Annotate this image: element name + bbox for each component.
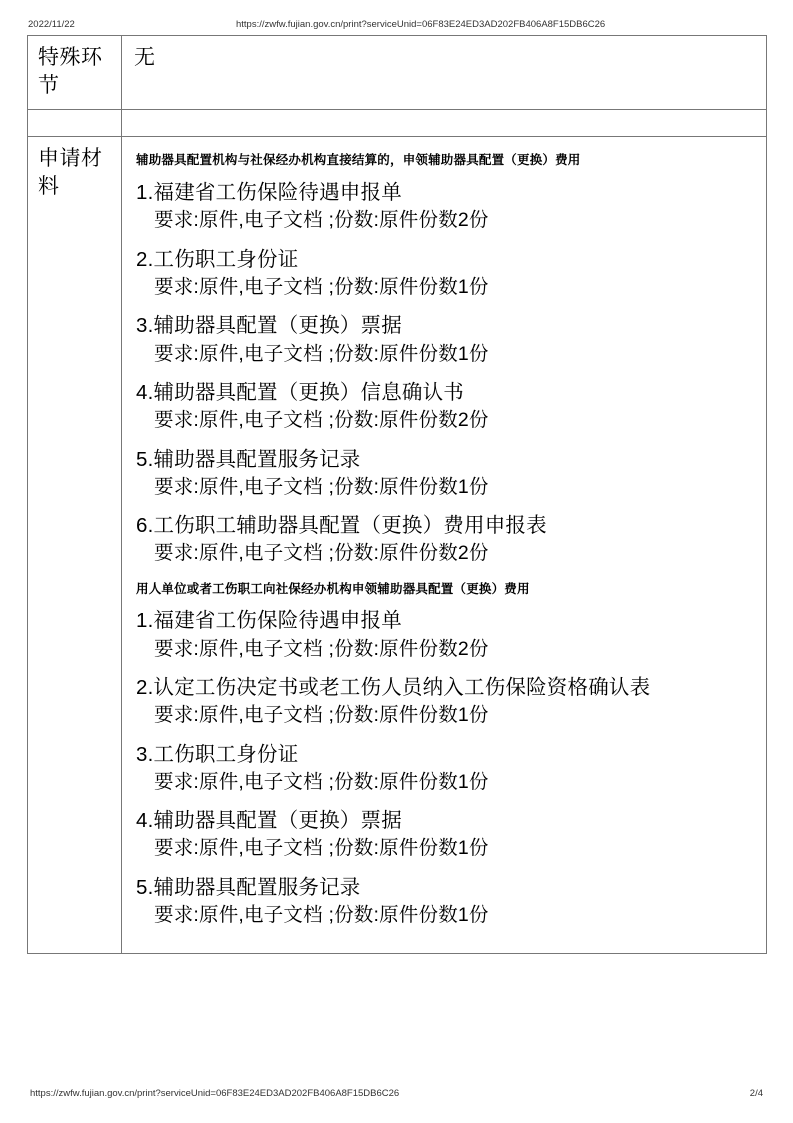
- row-value-special-link: [122, 36, 767, 110]
- table-row-special-link: [28, 36, 767, 110]
- material-item-title: 1.福建省工伤保险待遇申报单: [136, 609, 402, 633]
- material-item-title: 6.工伤职工辅助器具配置（更换）费用申报表: [136, 514, 547, 538]
- material-item-requirement: 要求:原件,电子文档 ;份数:原件份数2份: [154, 542, 489, 565]
- material-group-heading: 辅助器具配置机构与社保经办机构直接结算的，申领辅助器具配置（更换）费用: [136, 153, 581, 168]
- print-header-url: https://zwfw.fujian.gov.cn/print?serviceUnid=06F83E24ED3AD202FB406A8F15DB6C26: [236, 19, 606, 30]
- print-date: 2022/11/22: [28, 19, 75, 30]
- page-number: 2/4: [749, 1088, 763, 1099]
- material-item-requirement: 要求:原件,电子文档 ;份数:原件份数1份: [154, 342, 489, 365]
- material-item-requirement: 要求:原件,电子文档 ;份数:原件份数2份: [154, 409, 489, 432]
- print-header: [0, 18, 793, 32]
- row-label-special-link: 特殊环节: [28, 36, 122, 110]
- material-item-title: 4.辅助器具配置（更换）信息确认书: [136, 380, 464, 404]
- material-item: [136, 380, 756, 434]
- spacer-label-cell: [28, 110, 122, 137]
- material-item-requirement: 要求:原件,电子文档 ;份数:原件份数1份: [154, 903, 489, 926]
- print-footer-url: https://zwfw.fujian.gov.cn/print?serviceUnid=06F83E24ED3AD202FB406A8F15DB6C26: [30, 1088, 400, 1099]
- material-item-requirement: 要求:原件,电子文档 ;份数:原件份数1份: [154, 704, 489, 727]
- material-item: [136, 247, 756, 301]
- row-label-materials: 申请材料: [28, 137, 122, 954]
- print-footer: [0, 1087, 793, 1101]
- spacer-value-cell: [122, 110, 767, 137]
- material-item-title: 2.工伤职工身份证: [136, 247, 299, 271]
- material-item-title: 2.认定工伤决定书或老工伤人员纳入工伤保险资格确认表: [136, 675, 651, 699]
- material-item: [136, 608, 756, 662]
- material-item-requirement: 要求:原件,电子文档 ;份数:原件份数1份: [154, 475, 489, 498]
- material-item: [136, 513, 756, 567]
- service-detail-table: [27, 35, 767, 954]
- material-item-requirement: 要求:原件,电子文档 ;份数:原件份数2份: [154, 637, 489, 660]
- material-group-heading: 用人单位或者工伤职工向社保经办机构申领辅助器具配置（更换）费用: [136, 581, 530, 596]
- material-item-title: 4.辅助器具配置（更换）票据: [136, 809, 402, 833]
- material-item: [136, 675, 756, 729]
- material-item: [136, 313, 756, 367]
- material-item-title: 5.辅助器具配置服务记录: [136, 875, 361, 899]
- table-row-spacer: [28, 110, 767, 137]
- material-item-title: 1.福建省工伤保险待遇申报单: [136, 181, 402, 205]
- materials-list: [132, 145, 756, 928]
- material-item: [136, 180, 756, 234]
- material-item-title: 3.工伤职工身份证: [136, 742, 299, 766]
- material-item: [136, 742, 756, 796]
- material-item-requirement: 要求:原件,电子文档 ;份数:原件份数2份: [154, 209, 489, 232]
- row-value-materials: [122, 137, 767, 954]
- material-item: [136, 875, 756, 929]
- material-item-requirement: 要求:原件,电子文档 ;份数:原件份数1份: [154, 770, 489, 793]
- material-item-requirement: 要求:原件,电子文档 ;份数:原件份数1份: [154, 276, 489, 298]
- special-link-value: 无: [134, 46, 155, 69]
- material-item: [136, 808, 756, 862]
- material-item: [136, 447, 756, 501]
- material-item-title: 5.辅助器具配置服务记录: [136, 447, 361, 471]
- material-item-title: 3.辅助器具配置（更换）票据: [136, 314, 402, 338]
- table-row-materials: [28, 137, 767, 954]
- material-item-requirement: 要求:原件,电子文档 ;份数:原件份数1份: [154, 837, 489, 860]
